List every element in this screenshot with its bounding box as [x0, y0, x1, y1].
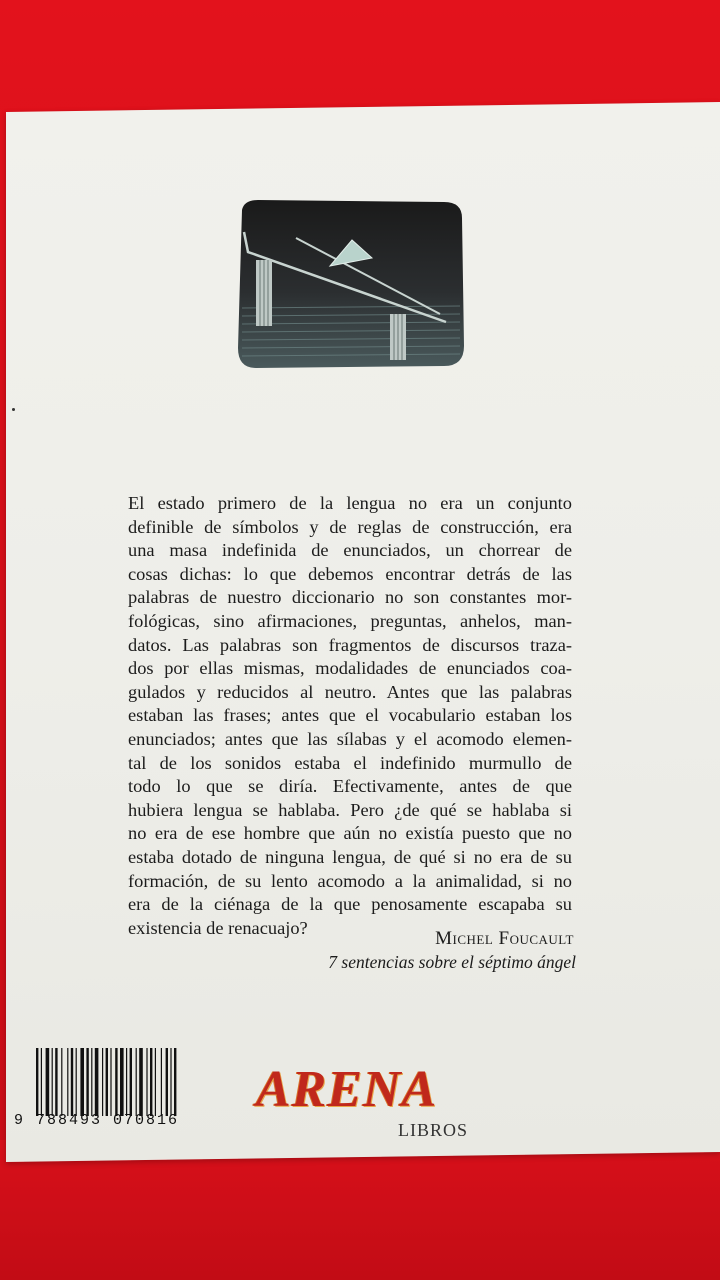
quote-line: una masa indefinida de enunciados, un chorrear de	[128, 540, 572, 561]
engraving-illustration	[234, 196, 466, 372]
barcode-bar	[170, 1048, 171, 1116]
quote-line: El estado primero de la lengua no era un conjunto	[128, 493, 572, 513]
logo-wordmark: ARENA	[256, 1061, 438, 1118]
barcode-bar	[155, 1048, 156, 1116]
barcode-bar	[139, 1048, 143, 1116]
quote-line: palabras de nuestro diccionario no son constantes mor-	[128, 587, 572, 608]
barcode-bar	[41, 1048, 42, 1116]
barcode-bar	[102, 1048, 103, 1116]
barcode-bar	[130, 1048, 132, 1116]
barcode-bar	[52, 1048, 53, 1116]
quote-line: definible de símbolos y de reglas de construcción, era	[128, 516, 572, 537]
red-surface	[0, 1140, 720, 1280]
barcode-bar	[95, 1048, 99, 1116]
barcode-bar	[150, 1048, 152, 1116]
logo-subtitle: LIBROS	[398, 1120, 469, 1140]
quote-line: enunciados; antes que las sílabas y el acomodo elemen-	[128, 728, 572, 749]
quote-line: fológicas, sino afirmaciones, preguntas, anhelos, man-	[128, 610, 572, 631]
quote-line: estaba dotado de ninguna lengua, de qué si no era de su	[128, 846, 572, 867]
barcode-bar	[76, 1048, 77, 1116]
source-title: 7 sentencias sobre el séptimo ángel	[328, 952, 576, 972]
quote-line: no era de ese hombre que aún no existía puesto que no	[128, 823, 572, 844]
barcode-bar	[174, 1048, 176, 1116]
barcode-bar	[80, 1048, 84, 1116]
isbn-digits: 9 788493 070816	[14, 1112, 180, 1129]
barcode-bar	[46, 1048, 50, 1116]
quote-line: era de la ciénaga de la que penosamente escapaba su	[128, 894, 572, 915]
author-name: Michel Foucault	[435, 928, 574, 949]
barcode-bar	[86, 1048, 88, 1116]
quote-line: existencia de renacuajo?	[128, 917, 308, 938]
barcode	[36, 1048, 194, 1116]
barcode-bar	[110, 1048, 111, 1116]
barcode-bar	[146, 1048, 147, 1116]
barcode-bar	[166, 1048, 168, 1116]
barcode-bar	[61, 1048, 62, 1116]
quote-line: datos. Las palabras son fragmentos de discursos traza-	[128, 634, 572, 655]
quote-line: hubiera lengua se hablaba. Pero ¿de qué se hablaba si	[128, 799, 572, 820]
barcode-bar	[55, 1048, 57, 1116]
quote-line: estaban las frases; antes que el vocabulario estaban los	[128, 705, 572, 726]
quote-line: dos por ellas mismas, modalidades de enunciados coa-	[128, 658, 572, 679]
barcode-bar	[71, 1048, 73, 1116]
quote-text	[128, 492, 572, 940]
barcode-bar	[36, 1048, 38, 1116]
barcode-bar	[126, 1048, 127, 1116]
barcode-bar	[120, 1048, 124, 1116]
quote-line: tal de los sonidos estaba el indefinido murmullo de	[128, 752, 572, 773]
barcode-bar	[115, 1048, 117, 1116]
barcode-bar	[67, 1048, 68, 1116]
quote-line: formación, de su lento acomodo a la animalidad, si no	[128, 870, 572, 891]
barcode-bar	[106, 1048, 108, 1116]
quote-line: gulados y reducidos al neutro. Antes que las palabras	[128, 681, 572, 702]
speck	[12, 408, 15, 411]
publisher-logo	[256, 1060, 476, 1140]
barcode-bar	[91, 1048, 92, 1116]
barcode-bar	[161, 1048, 162, 1116]
quote-line: todo lo que se diría. Efectivamente, antes de que	[128, 776, 572, 797]
barcode-bar	[136, 1048, 137, 1116]
quote-line: cosas dichas: lo que debemos encontrar detrás de las	[128, 563, 572, 584]
